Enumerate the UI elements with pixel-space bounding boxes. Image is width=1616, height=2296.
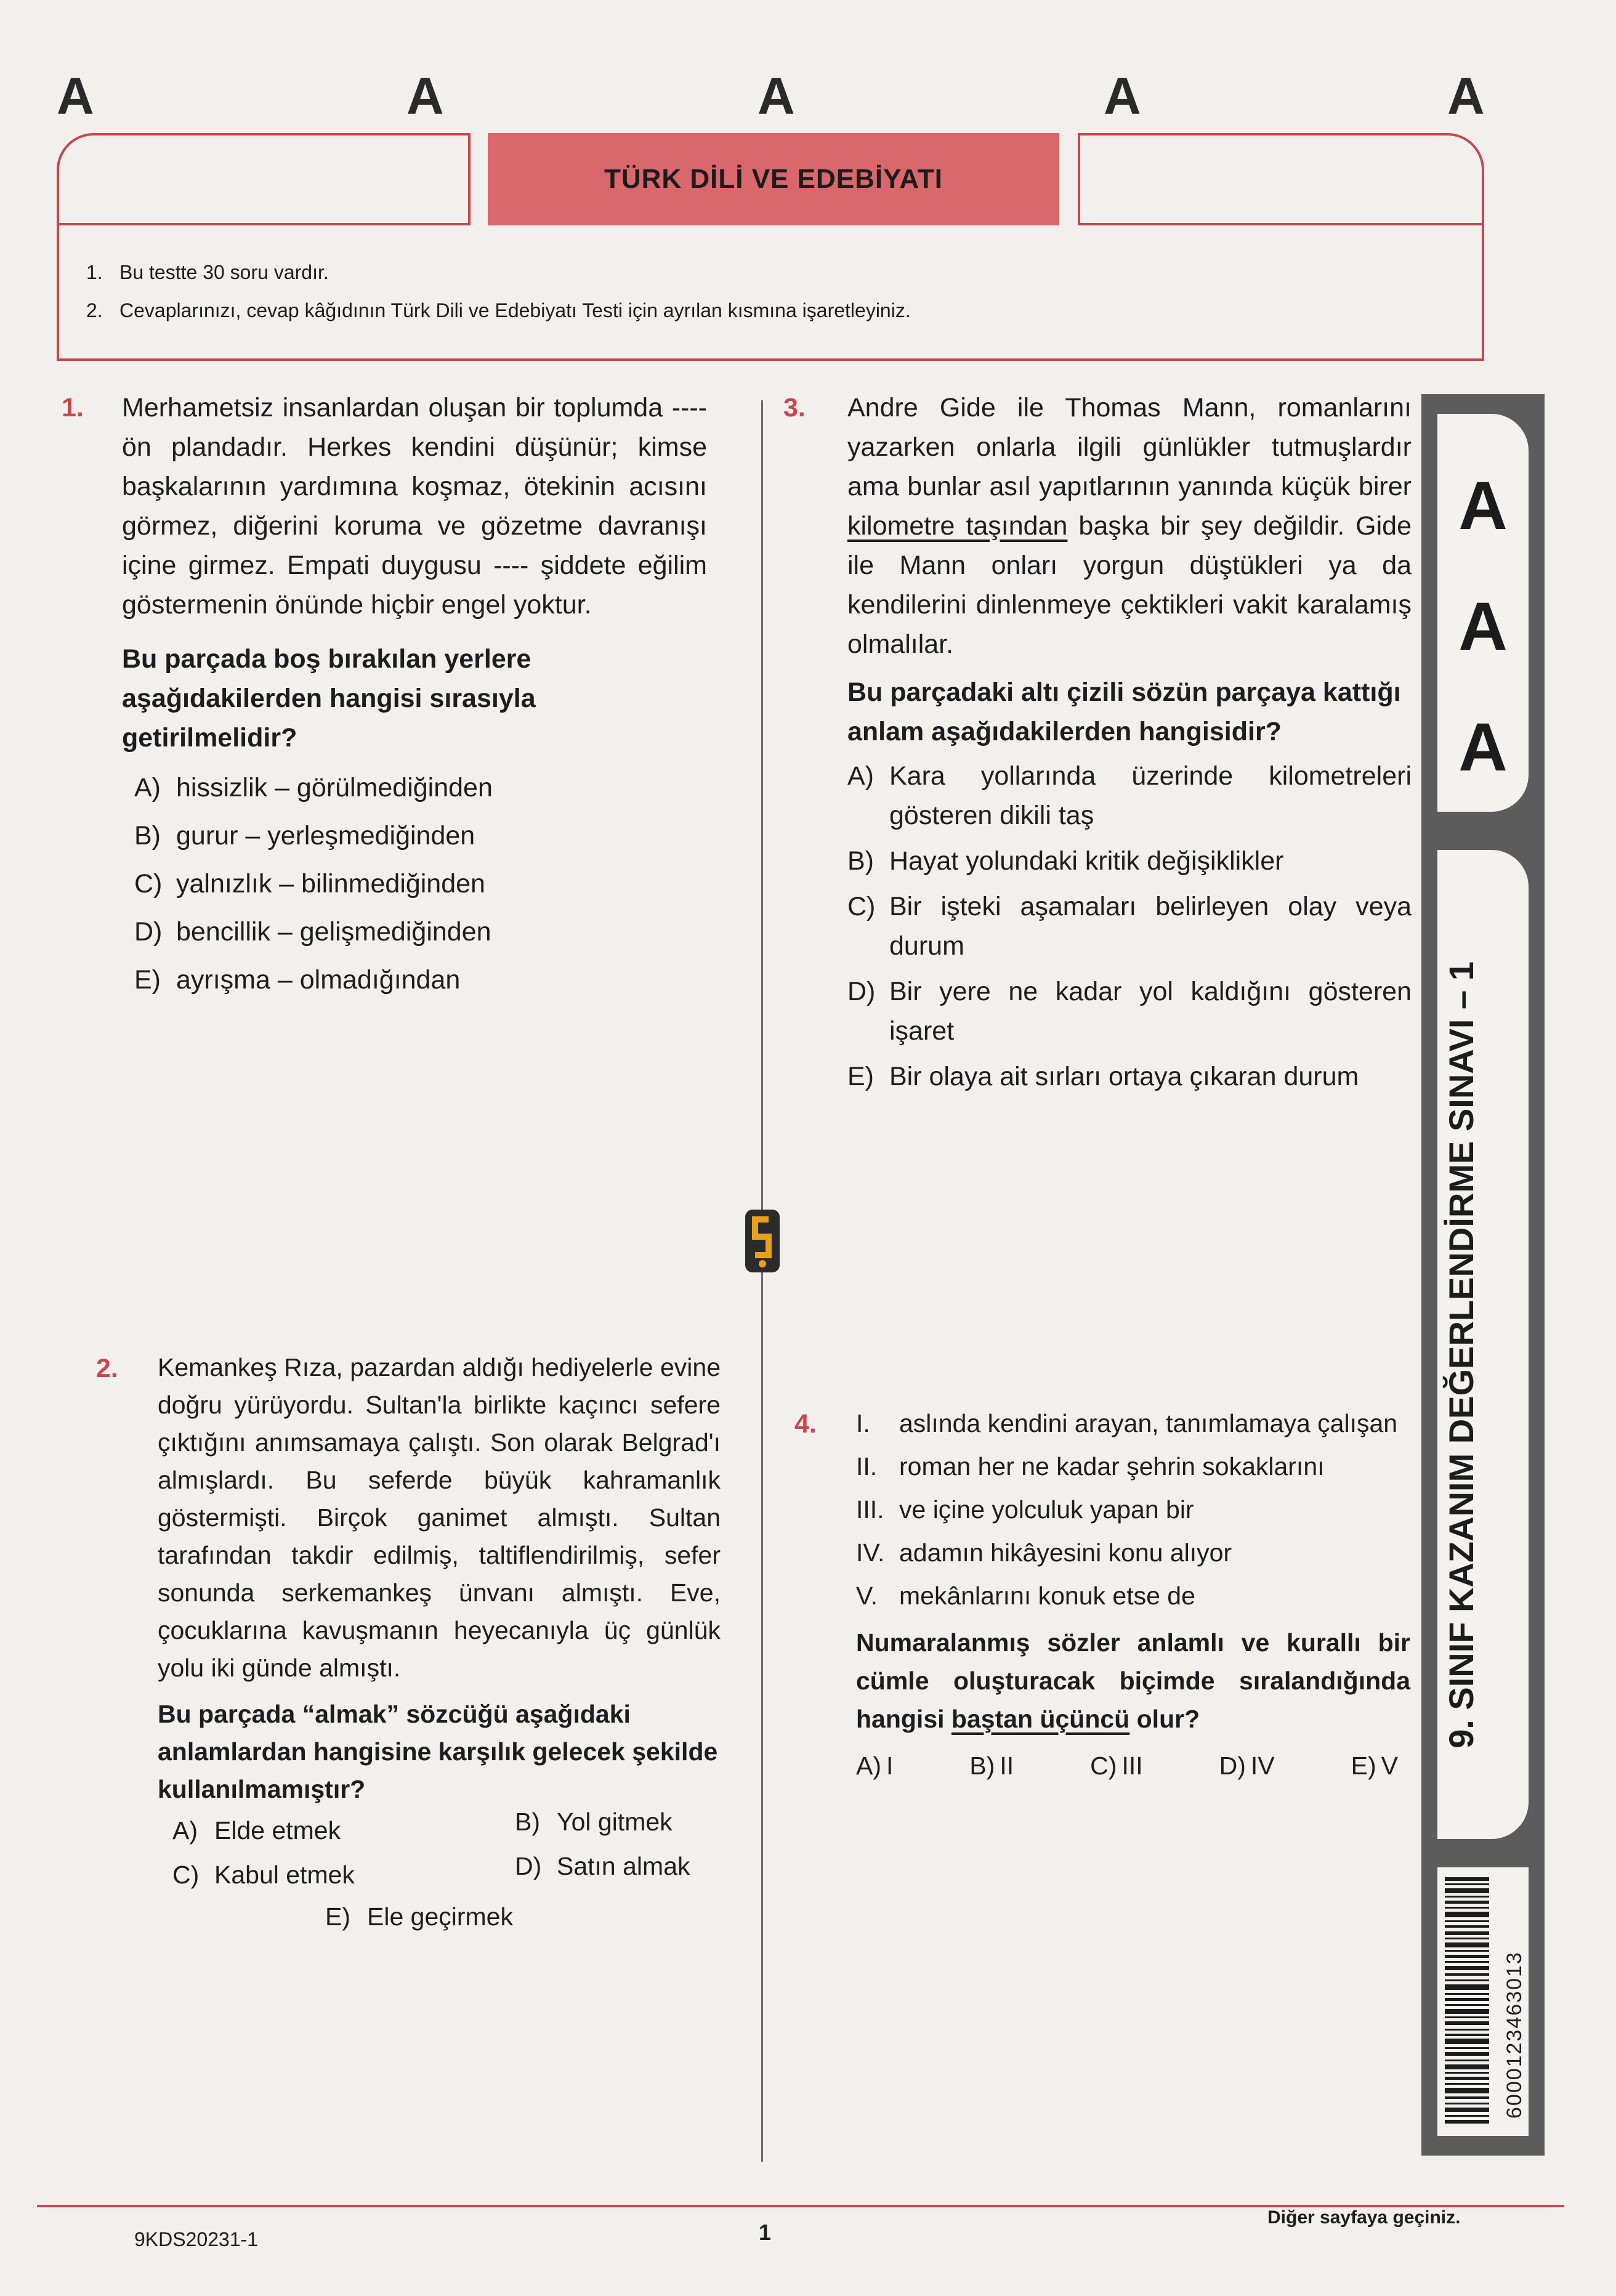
option-b[interactable] [134,812,707,860]
publisher-logo-icon [737,1207,788,1275]
booklet-letter: A [758,67,795,125]
option-key: B) [969,1752,995,1780]
stem-segment: Numaralanmış sözler anlamlı ve kurallı bir cümle oluşturacak biçimde sıralandığında hangisi [856,1628,1410,1733]
option-key: A) [847,761,874,791]
option-key: D) [847,977,876,1006]
option-text: III [1121,1752,1143,1780]
option-text: bencillik – gelişmediğinden [176,917,491,947]
option-a[interactable] [847,756,1412,835]
booklet-letter: A [57,67,94,125]
option-text: Bir yere ne kadar yol kaldığını gösteren işaret [889,977,1412,1046]
option-key: E) [325,1902,350,1931]
option-d[interactable] [134,908,707,956]
booklet-code: 9KDS20231-1 [134,2228,259,2250]
numbered-items [856,1404,1410,1615]
option-text: hissizlik – görülmediğinden [176,773,493,802]
option-list [847,756,1412,1096]
option-text: Bir olaya ait sırları ortaya çıkaran durum [889,1062,1359,1091]
item-key: II. [856,1452,878,1481]
option-d[interactable] [1219,1747,1275,1785]
option-key: C) [847,892,876,921]
option-e[interactable] [134,956,707,1004]
underlined-phrase: baştan üçüncü [951,1705,1130,1733]
underlined-phrase: kilometre taşından [847,511,1068,541]
instruction-number: 2. [86,299,103,321]
option-key: B) [515,1808,540,1836]
option-text: Kabul etmek [214,1861,355,1889]
next-page-note: Diğer sayfaya geçiniz. [1267,2207,1461,2228]
item-key: V. [856,1582,878,1610]
option-b[interactable] [847,841,1412,881]
item-text: ve içine yolculuk yapan bir [899,1495,1194,1524]
numbered-item [856,1534,1410,1572]
option-key: C) [134,869,163,899]
question-2 [158,1349,721,1947]
question-text: Merhametsiz insanlardan oluşan bir toplumda ---- ön plandadır. Herkes kendini düşünür; kimse başkalarının yardımına koşmaz, ötekinin acısını görmez, diğerini koruma ve gözetme davranışı içine girmez. Empati duygusu ---- şiddete eğilim göstermenin önünde hiçbir engel yoktur. [122,393,707,620]
option-row [856,1747,1398,1785]
option-key: D) [515,1852,542,1880]
option-text: ayrışma – olmadığından [176,965,461,995]
option-text: Elde etmek [214,1816,341,1845]
option-key: C) [172,1861,200,1889]
option-e[interactable] [847,1057,1412,1096]
question-number: 1. [62,393,84,422]
question-number: 2. [96,1354,118,1383]
option-key: C) [1090,1752,1117,1780]
option-text: Hayat yolundaki kritik değişiklikler [889,846,1284,876]
sidebar-exam-title: 9. SINIF KAZANIM DEĞERLENDİRME SINAVI – 1 [1442,961,1481,1748]
booklet-letter: A [406,67,444,125]
option-a[interactable] [172,1812,341,1849]
numbered-item [856,1490,1410,1529]
instruction-number: 1. [86,261,103,283]
option-list [134,764,707,1004]
barcode-number: 6000123463013 [1503,1951,1526,2119]
option-a[interactable] [134,764,707,812]
option-b[interactable] [969,1747,1014,1785]
option-key: A) [856,1752,881,1780]
barcode-icon [1445,1877,1489,2124]
text-segment: başka bir şey değildir. Gide ile Mann onları yorgun düştükleri ya da kendilerini dinlenmeye çektikleri vakit karalamış olmalılar. [847,511,1412,659]
option-key: D) [1219,1752,1246,1780]
option-text: Satın almak [557,1852,690,1880]
booklet-letter: A [1104,67,1141,125]
option-c[interactable] [1090,1747,1142,1785]
option-grid [158,1808,721,1947]
sidebar-letters-box [1437,414,1529,812]
option-text: gurur – yerleşmediğinden [176,821,475,851]
option-text: V [1381,1752,1398,1780]
item-text: roman her ne kadar şehrin sokaklarını [899,1452,1325,1481]
option-text: Kara yollarında üzerinde kilometreleri gösteren dikili taş [889,761,1412,830]
option-text: Bir işteki aşamaları belirleyen olay veya durum [889,892,1412,961]
option-text: Ele geçirmek [367,1902,513,1931]
option-c[interactable] [172,1856,355,1894]
option-key: E) [1351,1752,1376,1780]
option-b[interactable] [515,1803,673,1841]
instructions-box [57,224,1484,361]
question-stem: Bu parçada boş bırakılan yerlere aşağıdakilerden hangisi sırasıyla getirilmelidir? [122,644,536,753]
question-number: 3. [783,393,806,422]
option-d[interactable] [847,972,1412,1051]
column-divider [761,400,763,2162]
option-c[interactable] [134,860,707,908]
item-key: IV. [856,1538,885,1567]
stem-segment: olur? [1129,1705,1200,1733]
option-a[interactable] [856,1747,893,1785]
option-key: D) [134,917,163,947]
booklet-letter: A [1447,67,1485,125]
option-key: A) [172,1816,198,1845]
option-key: A) [134,773,161,802]
instruction-text: Bu testte 30 soru vardır. [119,261,329,283]
header-title-box [488,133,1059,225]
header-title: TÜRK DİLİ VE EDEBİYATI [604,164,943,194]
page-number: 1 [759,2220,772,2245]
question-number: 4. [794,1409,817,1439]
option-key: E) [134,965,161,995]
numbered-item [856,1577,1410,1615]
question-3 [847,388,1412,1096]
option-key: E) [847,1062,874,1091]
question-stem: Bu parçada “almak” sözcüğü aşağıdaki anlamlardan hangisine karşılık gelecek şekilde kullanılmamıştır? [158,1700,718,1803]
item-key: III. [856,1495,884,1524]
option-text: Yol gitmek [557,1808,673,1836]
item-text: mekânlarını konuk etse de [899,1582,1195,1610]
instruction-line [86,261,329,284]
sidebar-letter: A [1458,709,1508,785]
question-stem: Bu parçadaki altı çizili sözün parçaya kattığı anlam aşağıdakilerden hangisidir? [847,677,1401,746]
question-1 [122,388,707,1004]
question-text: Kemankeş Rıza, pazardan aldığı hediyelerle evine doğru yürüyordu. Sultan'la birlikte kaçıncı sefere çıktığını anımsamaya çalıştı. Son olarak Belgrad'ı almışlardı. Bu seferde büyük kahramanlık göstermişti. Birçok ganimet almıştı. Sultan tarafından takdir edilmiş, taltiflendirilmiş, sefer sonunda serkemankeş ünvanı almıştı. Eve, çocuklarına kavuşmanın heyecanıyla üç günlük yolu iki günde almıştı. [158,1353,721,1682]
option-text: I [886,1752,894,1780]
question-4 [856,1404,1410,1785]
question-text [847,388,1412,664]
header-right-frame [1078,133,1484,225]
option-e[interactable] [1351,1747,1398,1785]
question-stem [856,1623,1410,1738]
option-text: IV [1250,1752,1275,1780]
sidebar-letter: A [1458,589,1508,665]
sidebar-letter: A [1458,468,1508,544]
item-text: aslında kendini arayan, tanımlamaya çalışan [899,1409,1398,1437]
option-text: II [1000,1752,1014,1780]
instruction-text: Cevaplarınızı, cevap kâğıdının Türk Dili ve Edebiyatı Testi için ayrılan kısmına işaretleyiniz. [119,299,911,321]
option-c[interactable] [847,887,1412,966]
option-e[interactable] [325,1898,513,1936]
instruction-line [86,299,911,322]
option-key: B) [847,846,874,876]
item-text: adamın hikâyesini konu alıyor [899,1538,1232,1567]
numbered-item [856,1404,1410,1442]
option-d[interactable] [515,1848,690,1885]
option-key: B) [134,821,161,851]
text-segment: Andre Gide ile Thomas Mann, romanlarını yazarken onlarla ilgili günlükler tutmuşlardır ama bunlar asıl yapıtlarının yanında küçük birer [847,393,1412,501]
header-left-frame [57,133,471,225]
numbered-item [856,1447,1410,1486]
item-key: I. [856,1409,870,1437]
option-text: yalnızlık – bilinmediğinden [176,869,485,899]
